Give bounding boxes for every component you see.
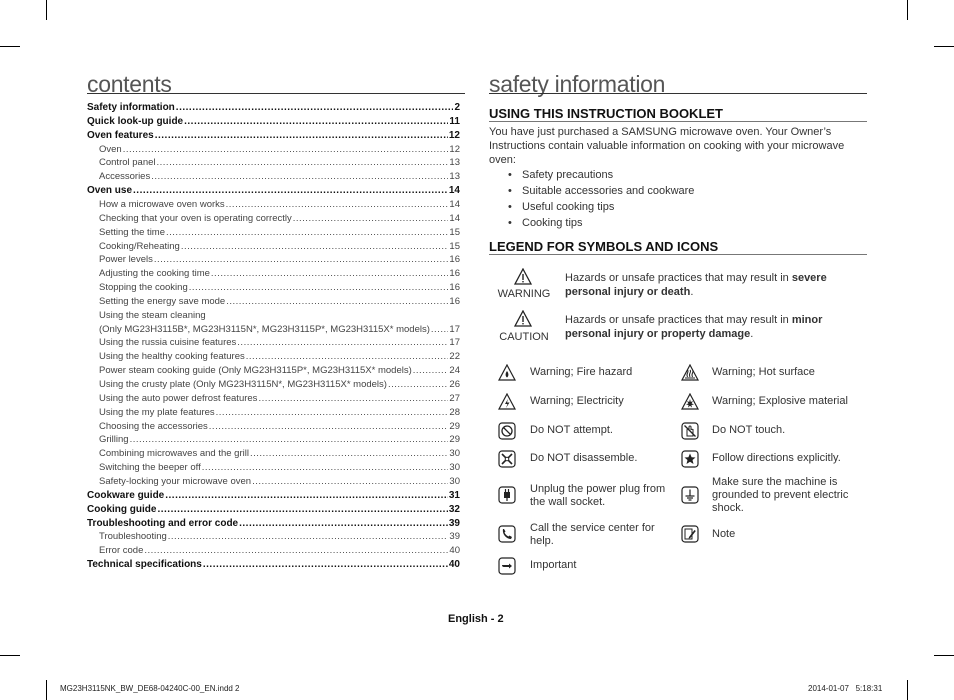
toc-page-number: 16: [449, 268, 460, 279]
leader-dots: [181, 241, 449, 252]
toc-entry[interactable]: [87, 407, 460, 421]
leader-dots: [258, 393, 448, 404]
booklet-heading: USING THIS INSTRUCTION BOOKLET: [489, 106, 723, 121]
toc-section[interactable]: [87, 130, 460, 144]
toc-entry-label: Using the my plate features: [99, 407, 215, 418]
unplug-icon: [498, 486, 516, 504]
toc-page-number: 2: [454, 102, 460, 113]
leader-dots: [203, 559, 448, 570]
toc-page-number: 14: [449, 199, 460, 210]
toc-page-number: 30: [449, 476, 460, 487]
do-not-disassemble-icon: [498, 450, 516, 468]
crop-mark: [46, 680, 47, 700]
leader-dots: [168, 531, 449, 542]
toc-entry[interactable]: [87, 531, 460, 545]
warning-triangle-icon: [514, 268, 532, 286]
fire-hazard-icon: [498, 364, 516, 382]
leader-dots: [130, 434, 449, 445]
toc-entry[interactable]: [87, 462, 460, 476]
toc-page-number: 27: [449, 393, 460, 404]
toc-page-number: 11: [449, 116, 460, 127]
toc-entry-label: Using the steam cleaning: [99, 310, 206, 321]
toc-page-number: 40: [448, 559, 460, 570]
bullet-text: Useful cooking tips: [522, 201, 615, 213]
leader-dots: [154, 254, 449, 265]
toc-page-number: 22: [449, 351, 460, 362]
important-icon: [498, 557, 516, 575]
toc-page-number: 30: [449, 462, 460, 473]
leader-dots: [189, 282, 449, 293]
toc-entry[interactable]: [87, 227, 460, 241]
leader-dots: [388, 379, 448, 390]
toc-page-number: 12: [449, 144, 460, 155]
toc-entry-label: Power levels: [99, 254, 153, 265]
toc-page-number: 39: [448, 518, 460, 529]
leader-dots: [252, 476, 448, 487]
bullet-item: [508, 185, 694, 197]
leader-dots: [239, 518, 448, 529]
toc-entry-label: Quick look-up guide: [87, 116, 184, 127]
timestamp: 2014-01-07 5:18:31: [808, 684, 883, 693]
toc-entry-label: How a microwave oven works: [99, 199, 225, 210]
note-icon: [681, 525, 699, 543]
warning-text-bold: severe personal injury or death: [565, 272, 827, 298]
toc-entry-label: Grilling: [99, 434, 129, 445]
toc-entry[interactable]: [87, 199, 460, 213]
toc-entry[interactable]: [87, 379, 460, 393]
toc-entry-label: Cookware guide: [87, 490, 165, 501]
toc-entry-label: Control panel: [99, 157, 156, 168]
toc-page-number: 40: [449, 545, 460, 556]
leader-dots: [166, 227, 448, 238]
caution-triangle-icon: [514, 310, 532, 328]
toc-entry[interactable]: [87, 337, 460, 351]
toc-page-number: 39: [449, 531, 460, 542]
caution-label: CAUTION: [499, 331, 549, 343]
toc-entry-label: Using the russia cuisine features: [99, 337, 237, 348]
toc-entry-label: Accessories: [99, 171, 151, 182]
bullet-dot: •: [508, 217, 512, 229]
toc-page-number: 17: [449, 337, 460, 348]
toc-entry-label: Oven use: [87, 185, 133, 196]
toc-entry-label: Setting the energy save mode: [99, 296, 226, 307]
toc-entry[interactable]: [87, 545, 460, 559]
toc-entry-label: Using the auto power defrost features: [99, 393, 258, 404]
toc-section[interactable]: [87, 116, 460, 130]
leader-dots: [202, 462, 449, 473]
warning-label: WARNING: [497, 288, 551, 300]
toc-entry-label: Setting the time: [99, 227, 166, 238]
toc-entry-label: Oven: [99, 144, 122, 155]
leader-dots: [155, 130, 448, 141]
toc-entry-label: Combining microwaves and the grill: [99, 448, 249, 459]
warning-text-end: .: [690, 286, 694, 298]
toc-entry-label: Troubleshooting and error code: [87, 518, 239, 529]
toc-page-number: 15: [449, 241, 460, 252]
toc-entry[interactable]: [87, 421, 460, 435]
leader-dots: [250, 448, 448, 459]
toc-entry[interactable]: [87, 296, 460, 310]
toc-page-number: 24: [449, 365, 460, 376]
leader-dots: [123, 144, 449, 155]
bullet-dot: •: [508, 201, 512, 213]
toc-page-number: 17: [449, 324, 460, 335]
file-name: MG23H3115NK_BW_DE68-04240C-00_EN.indd 2: [60, 684, 240, 693]
icon-label: Do NOT attempt.: [530, 424, 613, 436]
legend-heading: LEGEND FOR SYMBOLS AND ICONS: [489, 239, 719, 254]
leader-dots: [133, 185, 448, 196]
leader-dots: [246, 351, 449, 362]
leader-dots: [184, 116, 448, 127]
icon-label: Important: [530, 559, 577, 571]
toc-page-number: 13: [449, 157, 460, 168]
warning-text: Hazards or unsafe practices that may result in: [565, 272, 792, 284]
toc-entry[interactable]: [87, 476, 460, 490]
toc-entry-label: Using the crusty plate (Only MG23H3115N*, MG23H3115X* models): [99, 379, 387, 390]
crop-mark: [0, 655, 20, 656]
explosive-icon: [681, 393, 699, 411]
toc-entry[interactable]: [87, 213, 460, 227]
toc-section[interactable]: [87, 185, 460, 199]
contents-heading: contents: [87, 71, 172, 97]
toc-entry[interactable]: [87, 241, 460, 255]
page-number: English - 2: [448, 613, 504, 625]
crop-mark: [0, 46, 20, 47]
leader-dots: [211, 268, 449, 279]
toc-page-number: 29: [449, 421, 460, 432]
toc-page-number: 29: [449, 434, 460, 445]
toc-section[interactable]: [87, 490, 460, 504]
crop-mark: [46, 0, 47, 20]
leader-dots: [431, 324, 449, 335]
toc-entry[interactable]: [87, 254, 460, 268]
crop-mark: [907, 0, 908, 20]
legend-rule: [489, 254, 867, 255]
toc-entry[interactable]: [87, 434, 460, 448]
leader-dots: [176, 102, 454, 113]
leader-dots: [157, 504, 447, 515]
leader-dots: [151, 171, 448, 182]
toc-page-number: 16: [449, 282, 460, 293]
icon-label: Follow directions explicitly.: [712, 452, 841, 464]
toc-entry[interactable]: [87, 157, 460, 171]
toc-page-number: 30: [449, 448, 460, 459]
bullet-item: [508, 169, 613, 181]
leader-dots: [226, 199, 449, 210]
icon-label: Unplug the power plug from the wall socket.: [530, 483, 666, 508]
leader-dots: [293, 213, 449, 224]
toc-entry-label: Switching the beeper off: [99, 462, 201, 473]
toc-section[interactable]: [87, 559, 460, 573]
toc-entry-label: Cooking/Reheating: [99, 241, 180, 252]
toc-page-number: 13: [449, 171, 460, 182]
toc-page-number: 26: [449, 379, 460, 390]
toc-entry-label: Checking that your oven is operating correctly: [99, 213, 292, 224]
toc-entry-label: Power steam cooking guide (Only MG23H3115P*, MG23H3115X* models): [99, 365, 412, 376]
icon-label: Warning; Explosive material: [712, 395, 848, 407]
toc-section[interactable]: [87, 102, 460, 116]
toc-entry[interactable]: [87, 171, 460, 185]
toc-entry[interactable]: [87, 324, 460, 338]
leader-dots: [144, 545, 448, 556]
toc-section[interactable]: [87, 504, 460, 518]
bullet-text: Cooking tips: [522, 217, 583, 229]
icon-label: Warning; Fire hazard: [530, 366, 633, 378]
toc-page-number: 12: [448, 130, 460, 141]
warning-description: [565, 271, 855, 299]
intro-paragraph: You have just purchased a SAMSUNG microwave oven. Your Owner’s Instructions contain valuable information on cooking with your microwave oven:: [489, 126, 845, 166]
leader-dots: [165, 490, 448, 501]
toc-entry[interactable]: [87, 144, 460, 158]
toc-entry[interactable]: [87, 393, 460, 407]
toc-entry[interactable]: [87, 268, 460, 282]
toc-section[interactable]: [87, 518, 460, 532]
toc-page-number: 14: [448, 185, 460, 196]
bullet-text: Safety precautions: [522, 169, 614, 181]
hot-surface-icon: [681, 364, 699, 382]
leader-dots: [216, 407, 449, 418]
crop-mark: [934, 655, 954, 656]
bullet-item: [508, 201, 614, 213]
bullet-item: [508, 217, 583, 229]
toc-entry-label: Using the healthy cooking features: [99, 351, 245, 362]
toc-entry-label: Stopping the cooking: [99, 282, 188, 293]
toc-entry-label: (Only MG23H3115B*, MG23H3115N*, MG23H3115P*, MG23H3115X* models): [99, 324, 430, 335]
crop-mark: [934, 46, 954, 47]
caution-description: [565, 313, 855, 341]
icon-label: Make sure the machine is grounded to prevent electric shock.: [712, 476, 849, 514]
bullet-dot: •: [508, 169, 512, 181]
icon-label: Do NOT touch.: [712, 424, 786, 436]
toc-entry-label: Adjusting the cooking time: [99, 268, 210, 279]
toc-page-number: 32: [448, 504, 460, 515]
caution-text-end: .: [750, 328, 754, 340]
bullet-dot: •: [508, 185, 512, 197]
toc-entry[interactable]: [87, 448, 460, 462]
leader-dots: [226, 296, 448, 307]
service-call-icon: [498, 525, 516, 543]
toc-entry[interactable]: [87, 282, 460, 296]
caution-text: Hazards or unsafe practices that may result in: [565, 314, 792, 326]
caution-text-bold: minor personal injury or property damage: [565, 314, 823, 340]
toc-page-number: 15: [449, 227, 460, 238]
icon-label: Do NOT disassemble.: [530, 452, 638, 464]
safety-rule: [489, 93, 867, 94]
leader-dots: [157, 157, 449, 168]
toc-entry-label: Cooking guide: [87, 504, 157, 515]
toc-page-number: 16: [449, 254, 460, 265]
toc-page-number: 16: [449, 296, 460, 307]
toc-entry-label: Safety-locking your microwave oven: [99, 476, 252, 487]
leader-dots: [413, 365, 449, 376]
toc-page-number: 14: [449, 213, 460, 224]
toc-entry-label: Oven features: [87, 130, 154, 141]
toc-page-number: 28: [449, 407, 460, 418]
icon-label: Warning; Electricity: [530, 395, 624, 407]
icon-label: Warning; Hot surface: [712, 366, 815, 378]
bullet-text: Suitable accessories and cookware: [522, 185, 695, 197]
toc-entry-label: Technical specifications: [87, 559, 202, 570]
ground-icon: [681, 486, 699, 504]
toc-entry[interactable]: [87, 365, 460, 379]
toc-entry-label: Choosing the accessories: [99, 421, 208, 432]
toc-entry[interactable]: [87, 351, 460, 365]
booklet-rule: [489, 121, 867, 122]
crop-mark: [907, 680, 908, 700]
safety-heading: safety information: [489, 71, 666, 97]
toc-entry-label: Troubleshooting: [99, 531, 167, 542]
do-not-attempt-icon: [498, 422, 516, 440]
leader-dots: [237, 337, 448, 348]
icon-label: Note: [712, 528, 736, 540]
leader-dots: [209, 421, 449, 432]
follow-directions-icon: [681, 450, 699, 468]
toc-entry-label: Error code: [99, 545, 144, 556]
toc-entry-label: Safety information: [87, 102, 175, 113]
toc-page-number: 31: [448, 490, 460, 501]
icon-label: Call the service center for help.: [530, 522, 655, 547]
contents-rule: [87, 93, 465, 94]
do-not-touch-icon: [681, 422, 699, 440]
electricity-icon: [498, 393, 516, 411]
